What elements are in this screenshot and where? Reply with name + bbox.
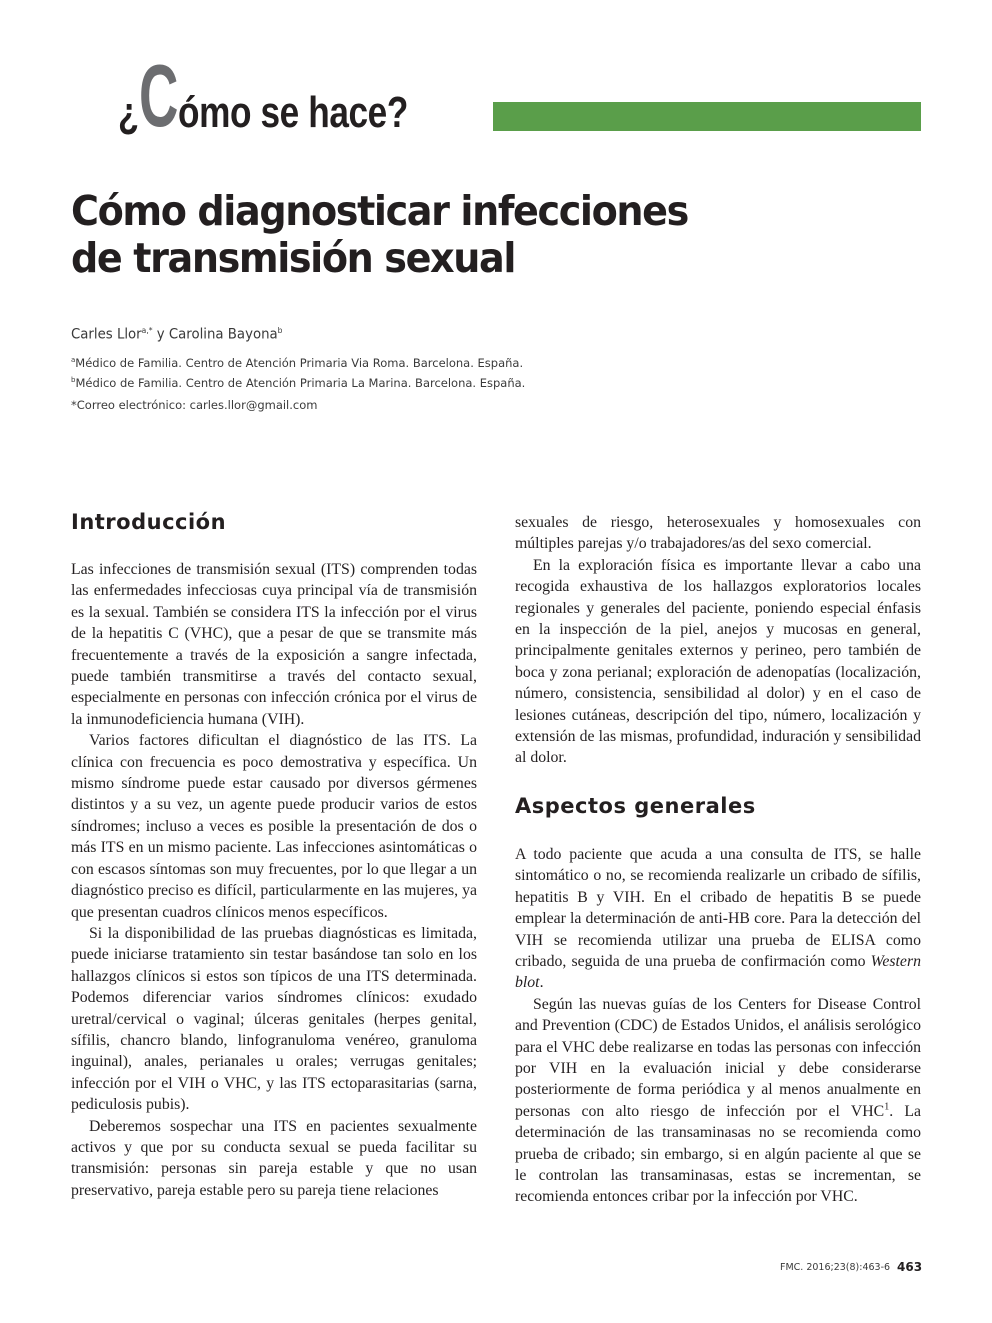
author-marks: a,*: [141, 326, 153, 335]
affiliation: [71, 356, 523, 370]
affiliation: [71, 376, 525, 390]
affiliation-text: Médico de Familia. Centro de Atención Primaria La Marina. Barcelona. España.: [75, 376, 526, 390]
affiliation-mark: a: [71, 356, 76, 365]
journal-citation: FMC. 2016;23(8):463-6: [780, 1262, 891, 1273]
title-line-2: de transmisión sexual: [71, 234, 516, 282]
correspondence-email: *Correo electrónico: carles.llor@gmail.com: [71, 398, 318, 412]
article-title: [71, 188, 815, 282]
left-column: [71, 507, 477, 1201]
paragraph: Si la disponibilidad de las pruebas diagnósticas es limitada, puede iniciarse tratamiento sin testar basándose tan solo en los hallazgos clínicos si estos son típicos de una ITS determinada. Podemos diferenciar varios síndromes clínicos: exudado uretral/cervical o vaginal; úlceras genitales (herpes genital, sífilis, chancro blando, linfogranuloma venéreo, granuloma inguinal), anales, perianales u orales; verrugas genitales; infección por el VIH o VHC, y las ITS ectoparasitarias (sarna, pediculosis pubis).: [71, 924, 477, 1114]
paragraph-text: . La determinación de las transaminasas no se recomienda como prueba de cribado; sin embargo, si en algún paciente al que se le controlan las transaminasas, estas se incrementan, se recomienda entonces cribar por la infección por VHC.: [515, 1102, 921, 1206]
paragraph: En la exploración física es importante llevar a cabo una recogida exhaustiva de los hallazgos exploratorios locales regionales y generales del paciente, poniendo especial énfasis en la inspección de la piel, anejos y mucosas en general, principalmente genitales externos y perineo, pero también de boca y zona perianal; exploración de adenopatías (localización, número, consistencia, sensibilidad al dolor) y en el caso de lesiones cutáneas, descripción del tipo, número, localización y extensión de las mismas, profundidad, induración y sensibilidad al dolor.: [515, 556, 921, 767]
affiliation-mark: b: [71, 376, 76, 385]
author-list: [71, 326, 283, 343]
section-heading: Aspectos generales: [515, 793, 756, 818]
paragraph-text: .: [539, 974, 544, 992]
paragraph: sexuales de riesgo, heterosexuales y homosexuales con múltiples parejas y/o trabajadores/as del sexo comercial.: [515, 514, 921, 553]
author-marks: b: [277, 326, 283, 335]
reference-mark: 1: [884, 1101, 890, 1113]
right-column: [515, 512, 921, 1208]
paragraph: [515, 844, 921, 994]
title-line-1: Cómo diagnosticar infecciones: [71, 187, 688, 235]
section-heading: Introducción: [71, 510, 227, 534]
page-number: 463: [897, 1260, 923, 1274]
section-accent-bar: [493, 102, 921, 131]
affiliation-text: Médico de Familia. Centro de Atención Primaria Via Roma. Barcelona. España.: [75, 356, 524, 370]
section-header-prefix: ¿: [118, 88, 139, 137]
paragraph: [515, 994, 921, 1208]
paragraph: Deberemos sospechar una ITS en pacientes sexualmente activos y que por su conducta sexual se pueda facilitar su transmisión: personas sin pareja estable y que no usan preservativo, pareja estable pero su pareja tiene relaciones: [71, 1117, 477, 1199]
section-header-initial: C: [139, 46, 179, 145]
paragraph-text: A todo paciente que acuda a una consulta de ITS, se halle sintomático o no, se recomienda realizarle un cribado de sífilis, hepatitis B y VIH. En el cribado de hepatitis B se puede emplear la determinación de anti-HB core. Para la detección del VIH se recomienda utilizar una prueba de ELISA como cribado, seguida de una prueba de confirmación como: [515, 845, 921, 970]
author-name: Carles Llor: [71, 326, 142, 343]
section-header-title: ómo se hace?: [178, 88, 408, 137]
author-separator: y: [152, 326, 169, 343]
paragraph: Las infecciones de transmisión sexual (ITS) comprenden todas las enfermedades infecciosas cuya principal vía de transmisión es la sexual. También se considera ITS la infección por el virus de la hepatitis C (VHC), que a pesar de que se transmite más frecuentemente a través de la exposición a sangre infectada, puede también transmitirse a través del contacto sexual, especialmente en personas con infección crónica por el virus de la inmunodeficiencia humana (VIH).: [71, 561, 477, 728]
italic-term: Western blot: [515, 952, 921, 992]
paragraph: Varios factores dificultan el diagnóstico de las ITS. La clínica con frecuencia es poco demostrativa y específica. Un mismo síndrome puede estar causado por diversos gérmenes distintos y a su vez, un agente puede producir varios de estos síndromes; incluso a veces es posible la presentación de dos o más ITS en un mismo paciente. Las infecciones asintomáticas o con escasos síntomas son muy frecuentes, por lo que llegar a un diagnóstico preciso es difícil, particularmente en las mujeres, ya que presentan cuadros clínicos menos específicos.: [71, 732, 477, 921]
paragraph-text: Según las nuevas guías de los Centers for Disease Control and Prevention (CDC) de Estados Unidos, el análisis serológico para el VHC debe realizarse en todas las personas con infección por VIH en la evaluación inicial y debe considerarse posteriormente de forma periódica y al menos anualmente en personas con alto riesgo de infección por el VHC: [515, 995, 921, 1120]
author-name: Carolina Bayona: [168, 326, 278, 343]
